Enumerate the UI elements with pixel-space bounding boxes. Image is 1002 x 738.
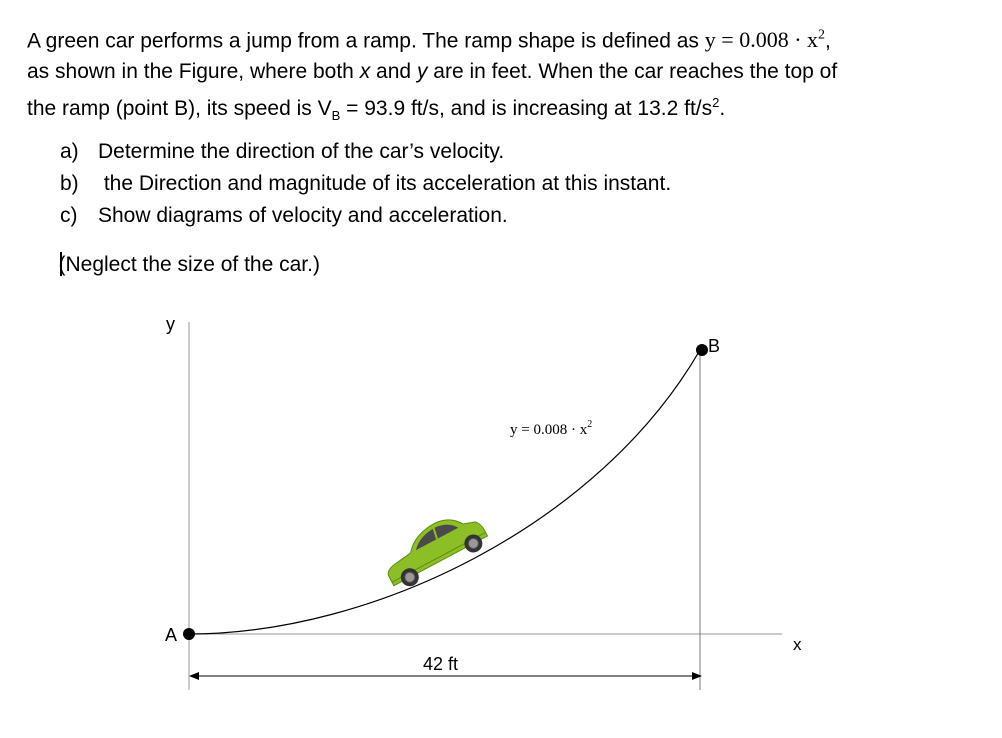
y-axis-label: y <box>166 314 175 334</box>
green-car <box>377 504 492 593</box>
neglect-note: (Neglect the size of the car.) <box>58 253 320 276</box>
ramp-curve <box>189 350 700 634</box>
dimension-label: 42 ft <box>423 654 459 674</box>
part-a: a) Determine the direction of the car’s velocity. <box>60 140 505 163</box>
point-b-marker <box>696 344 708 356</box>
dimension-arrow-left <box>189 672 199 680</box>
part-b: b) the Direction and magnitude of its acceleration at this instant. <box>60 172 672 195</box>
problem-line-1: A green car performs a jump from a ramp. The ramp shape is defined as $y = 0.008 \cdot x^2$, <box>27 27 831 53</box>
point-a-label: A <box>165 625 178 645</box>
problem-line-2: as shown in the Figure, where both x and y are in feet. When the car reaches the top of <box>27 60 838 84</box>
x-axis-label: x <box>793 635 802 654</box>
point-a-marker <box>183 628 195 640</box>
part-c: c) Show diagrams of velocity and acceleration. <box>60 204 508 227</box>
problem-line-3: the ramp (point B), its speed is $V_B = 93.9$ ft/s, and is increasing at 13.2 $ft/s^2$. <box>27 95 726 124</box>
ramp-equation: $y = 0.008 \cdot x^2$ <box>704 27 826 53</box>
intro-text: A green car performs a jump from a ramp. The ramp shape is defined as <box>27 29 699 53</box>
curve-equation-label: $y = 0.008 \cdot x^2$ <box>510 419 593 438</box>
point-b-label: B <box>708 336 721 356</box>
